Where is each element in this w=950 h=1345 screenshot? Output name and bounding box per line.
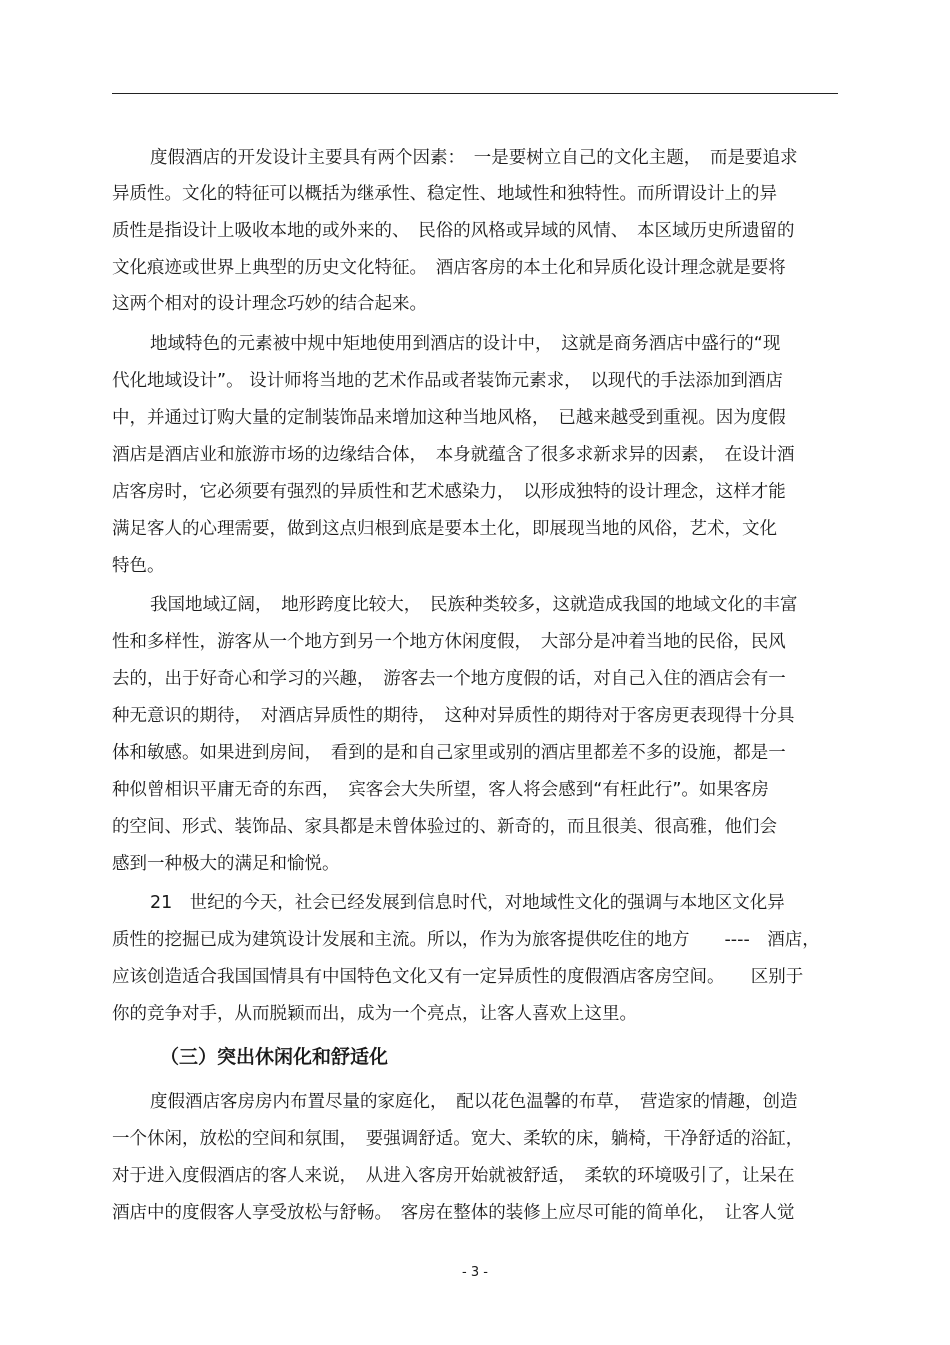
final-paragraph-line-4: 酒店中的度假客人享受放松与舒畅。 客房在整体的装修上应尽可能的简单化， 让客人觉 [112, 1203, 795, 1223]
paragraph-3-line-3: 去的，出于好奇心和学习的兴趣， 游客去一个地方度假的话，对自己入住的酒店会有一 [112, 669, 786, 689]
paragraph-1-line-1: 度假酒店的开发设计主要具有两个因素： 一是要树立自己的文化主题， 而是要追求 [150, 148, 798, 168]
paragraph-1-line-4: 文化痕迹或世界上典型的历史文化特征。 酒店客房的本土化和异质化设计理念就是要将 [112, 258, 786, 278]
page-number: - 3 - [462, 1265, 488, 1280]
final-paragraph-line-1: 度假酒店客房房内布置尽量的家庭化， 配以花色温馨的布草， 营造家的情趣，创造 [150, 1092, 798, 1112]
paragraph-2-line-1: 地域特色的元素被中规中矩地使用到酒店的设计中， 这就是商务酒店中盛行的“现 [150, 334, 781, 354]
paragraph-2-line-5: 店客房时，它必须要有强烈的异质性和艺术感染力， 以形成独特的设计理念，这样才能 [112, 482, 786, 502]
paragraph-3-line-6: 种似曾相识平庸无奇的东西， 宾客会大失所望，客人将会感到“有枉此行”。如果客房 [112, 780, 769, 800]
section-heading: （三）突出休闲化和舒适化 [160, 1046, 389, 1068]
paragraph-3-line-8: 感到一种极大的满足和愉悦。 [112, 854, 340, 874]
paragraph-2-line-3: 中，并通过订购大量的定制装饰品来增加这种当地风格， 已越来越受到重视。因为度假 [112, 408, 786, 428]
paragraph-3-line-4: 种无意识的期待， 对酒店异质性的期待， 这种对异质性的期待对于客房更表现得十分具 [112, 706, 795, 726]
paragraph-1-line-3: 质性是指设计上吸收本地的或外来的、 民俗的风格或异域的风情、 本区域历史所遗留的 [112, 221, 795, 241]
final-paragraph-line-3: 对于进入度假酒店的客人来说， 从进入客房开始就被舒适， 柔软的环境吸引了，让呆在 [112, 1166, 795, 1186]
paragraph-4-line-1: 21 世纪的今天，社会已经发展到信息时代，对地域性文化的强调与本地区文化异 [150, 893, 785, 913]
paragraph-1-line-5: 这两个相对的设计理念巧妙的结合起来。 [112, 294, 427, 314]
paragraph-3-line-2: 性和多样性，游客从一个地方到另一个地方休闲度假， 大部分是冲着当地的民俗，民风 [112, 632, 786, 652]
paragraph-3-line-7: 的空间、形式、装饰品、家具都是未曾体验过的、新奇的，而且很美、很高雅，他们会 [112, 817, 777, 837]
paragraph-2-line-4: 酒店是酒店业和旅游市场的边缘结合体， 本身就蕴含了很多求新求异的因素， 在设计酒 [112, 445, 795, 465]
paragraph-3-line-5: 体和敏感。如果进到房间， 看到的是和自己家里或别的酒店里都差不多的设施，都是一 [112, 743, 786, 763]
paragraph-3-line-1: 我国地域辽阔， 地形跨度比较大， 民族种类较多，这就造成我国的地域文化的丰富 [150, 595, 798, 615]
paragraph-1-line-2: 异质性。文化的特征可以概括为继承性、稳定性、地域性和独特性。而所谓设计上的异 [112, 184, 777, 204]
paragraph-4-line-2: 质性的挖掘已成为建筑设计发展和主流。所以，作为为旅客提供吃住的地方 ---- 酒店， [112, 930, 820, 950]
final-paragraph-line-2: 一个休闲，放松的空间和氛围， 要强调舒适。宽大、柔软的床，躺椅，干净舒适的浴缸， [112, 1129, 804, 1149]
header-rule [112, 93, 838, 94]
paragraph-2-line-7: 特色。 [112, 556, 165, 576]
paragraph-4-line-3: 应该创造适合我国国情具有中国特色文化又有一定异质性的度假酒店客房空间。 区别于 [112, 967, 804, 987]
paragraph-4-line-4: 你的竞争对手，从而脱颖而出，成为一个亮点，让客人喜欢上这里。 [112, 1004, 637, 1024]
paragraph-2-line-6: 满足客人的心理需要，做到这点归根到底是要本土化，即展现当地的风俗，艺术，文化 [112, 519, 777, 539]
paragraph-2-line-2: 代化地域设计”。 设计师将当地的艺术作品或者装饰元素求， 以现代的手法添加到酒店 [112, 371, 783, 391]
